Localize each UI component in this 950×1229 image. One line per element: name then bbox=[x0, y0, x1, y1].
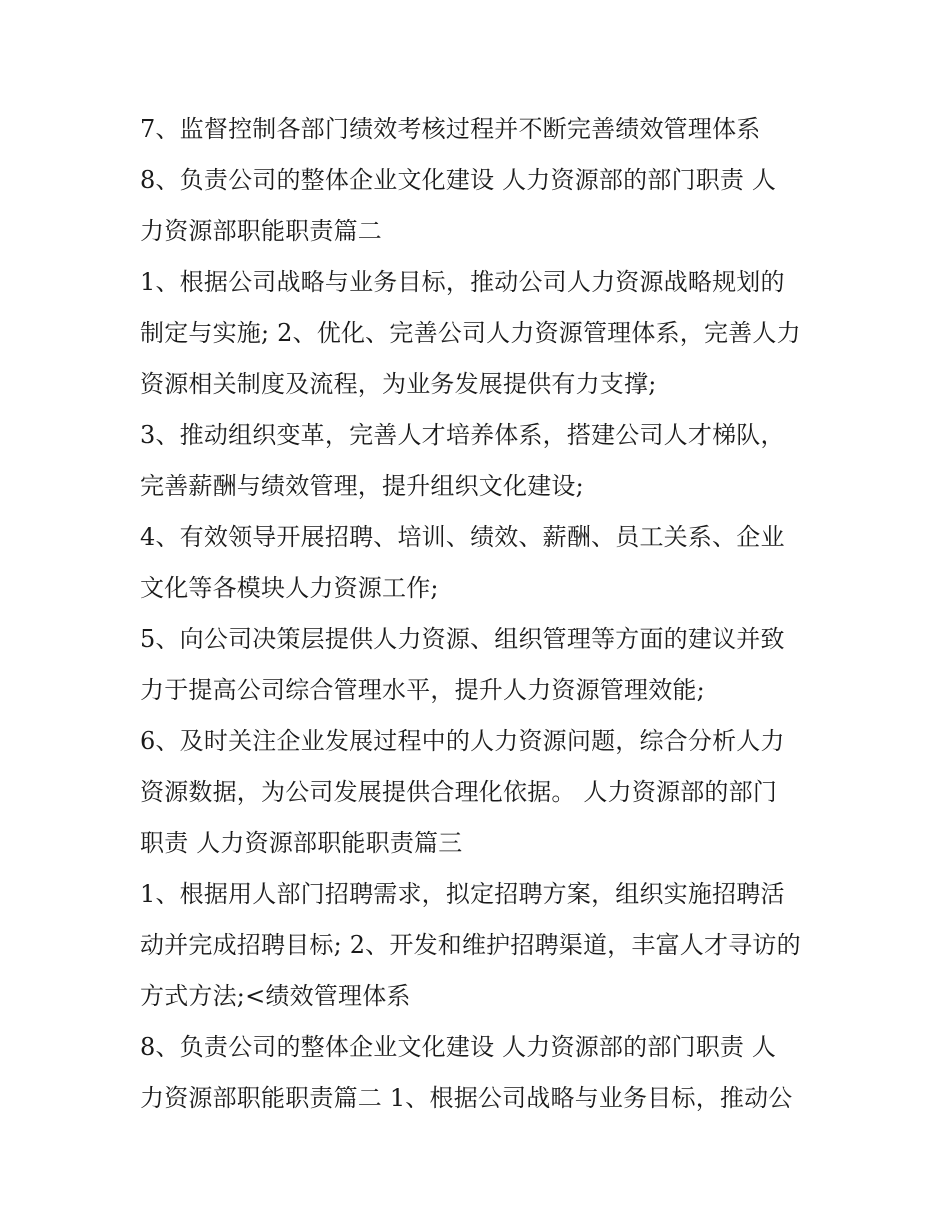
text-line: 职责 人力资源部职能职责篇三 bbox=[140, 829, 463, 857]
text-line: 资源相关制度及流程，为业务发展提供有力支撑; bbox=[140, 370, 657, 398]
text-line: 7、监督控制各部门绩效考核过程并不断完善绩效管理体系 bbox=[140, 115, 761, 143]
text-line: 6、及时关注企业发展过程中的人力资源问题，综合分析人力 bbox=[140, 727, 785, 755]
text-line: 完善薪酬与绩效管理，提升组织文化建设; bbox=[140, 472, 584, 500]
text-line: 方式方法;<绩效管理体系 bbox=[140, 982, 411, 1010]
text-line: 文化等各模块人力资源工作; bbox=[140, 574, 439, 602]
text-line: 力于提高公司综合管理水平，提升人力资源管理效能; bbox=[140, 676, 705, 704]
text-line: 力资源部职能职责篇二 bbox=[140, 217, 382, 245]
text-line: 1、根据公司战略与业务目标，推动公司人力资源战略规划的 bbox=[140, 268, 785, 296]
text-line: 4、有效领导开展招聘、培训、绩效、薪酬、员工关系、企业 bbox=[140, 523, 785, 551]
text-line: 制定与实施; 2、优化、完善公司人力资源管理体系，完善人力 bbox=[140, 319, 801, 347]
text-line: 8、负责公司的整体企业文化建设 人力资源部的部门职责 人 bbox=[140, 166, 777, 194]
text-line: 5、向公司决策层提供人力资源、组织管理等方面的建议并致 bbox=[140, 625, 785, 653]
document-body bbox=[140, 104, 840, 1124]
text-line: 1、根据用人部门招聘需求，拟定招聘方案，组织实施招聘活 bbox=[140, 880, 785, 908]
text-line: 资源数据，为公司发展提供合理化依据。 人力资源部的部门 bbox=[140, 778, 778, 806]
text-line: 8、负责公司的整体企业文化建设 人力资源部的部门职责 人 bbox=[140, 1033, 777, 1061]
text-line: 力资源部职能职责篇二 1、根据公司战略与业务目标，推动公 bbox=[140, 1084, 793, 1112]
text-line: 3、推动组织变革，完善人才培养体系，搭建公司人才梯队， bbox=[140, 421, 785, 449]
text-line: 动并完成招聘目标; 2、开发和维护招聘渠道，丰富人才寻访的 bbox=[140, 931, 801, 959]
